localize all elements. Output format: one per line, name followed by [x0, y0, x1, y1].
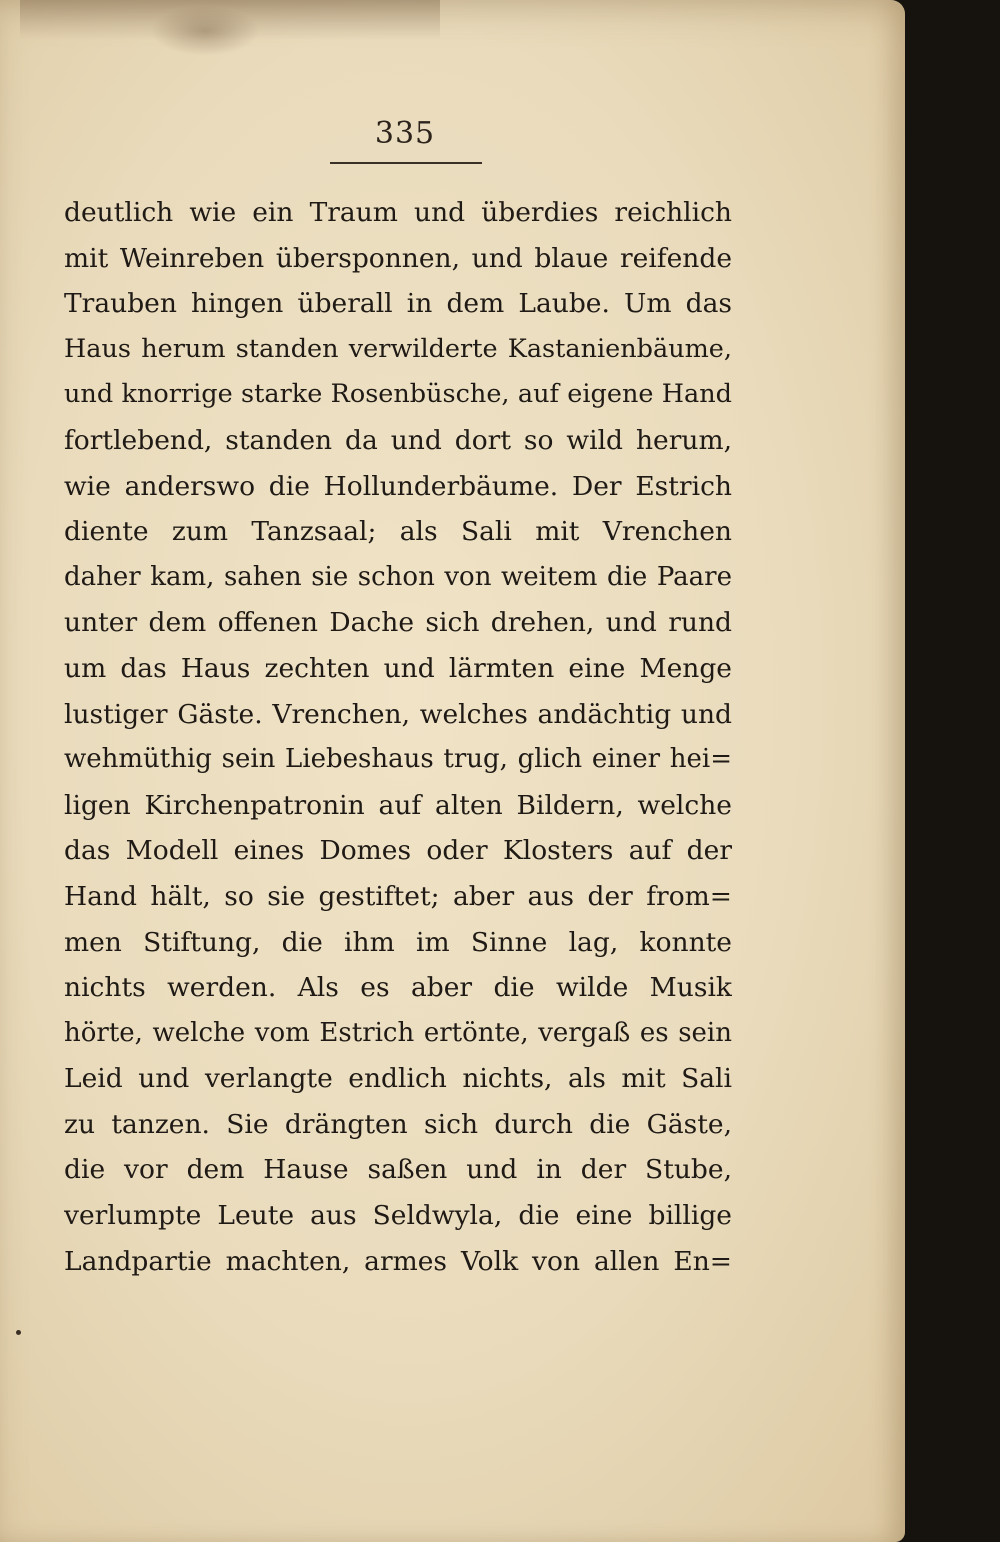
text-line: diente zum Tanzsaal; als Sali mit Vrenchen — [64, 516, 732, 548]
body-text — [64, 190, 732, 1284]
text-line: zu tanzen. Sie drängten sich durch die Gäste, — [64, 1108, 732, 1140]
page-number: 335 — [374, 116, 436, 151]
text-line: mit Weinreben übersponnen, und blaue reifende — [64, 242, 732, 274]
text-line: Hand hält, so sie gestiftet; aber aus der from= — [64, 880, 732, 912]
page-speck — [16, 1330, 21, 1335]
text-line: Haus herum standen verwilderte Kastanienbäume, — [64, 333, 732, 364]
text-line: Trauben hingen überall in dem Laube. Um das — [64, 288, 732, 320]
text-line: unter dem offenen Dache sich drehen, und rund — [64, 607, 732, 639]
text-line: das Modell eines Domes oder Klosters auf der — [64, 835, 732, 867]
text-line: wehmüthig sein Liebeshaus trug, glich einer hei= — [64, 744, 732, 775]
text-line: Leid und verlangte endlich nichts, als mit Sali — [64, 1063, 732, 1095]
text-line: Landpartie machten, armes Volk von allen En= — [64, 1245, 732, 1277]
text-line: wie anderswo die Hollunderbäume. Der Estrich — [64, 470, 732, 502]
text-line: verlumpte Leute aus Seldwyla, die eine billige — [64, 1200, 732, 1232]
text-line: hörte, welche vom Estrich ertönte, vergaß es sein — [64, 1017, 732, 1048]
text-line: deutlich wie ein Traum und überdies reichlich — [64, 197, 732, 228]
text-line: daher kam, sahen sie schon von weitem die Paare — [64, 561, 732, 592]
text-line: nichts werden. Als es aber die wilde Musik — [64, 972, 732, 1004]
text-line: um das Haus zechten und lärmten eine Menge — [64, 652, 732, 684]
text-line: men Stiftung, die ihm im Sinne lag, konnte — [64, 926, 732, 958]
text-line: lustiger Gäste. Vrenchen, welches andächtig und — [64, 698, 732, 730]
text-line: fortlebend, standen da und dort so wild herum, — [64, 424, 732, 456]
text-line: die vor dem Hause saßen und in der Stube, — [64, 1154, 732, 1186]
text-line: ligen Kirchenpatronin auf alten Bildern, welche — [64, 789, 732, 821]
header-rule — [330, 162, 482, 164]
text-line: und knorrige starke Rosenbüsche, auf eigene Hand — [64, 379, 732, 410]
page-stain-spot — [150, 6, 260, 56]
